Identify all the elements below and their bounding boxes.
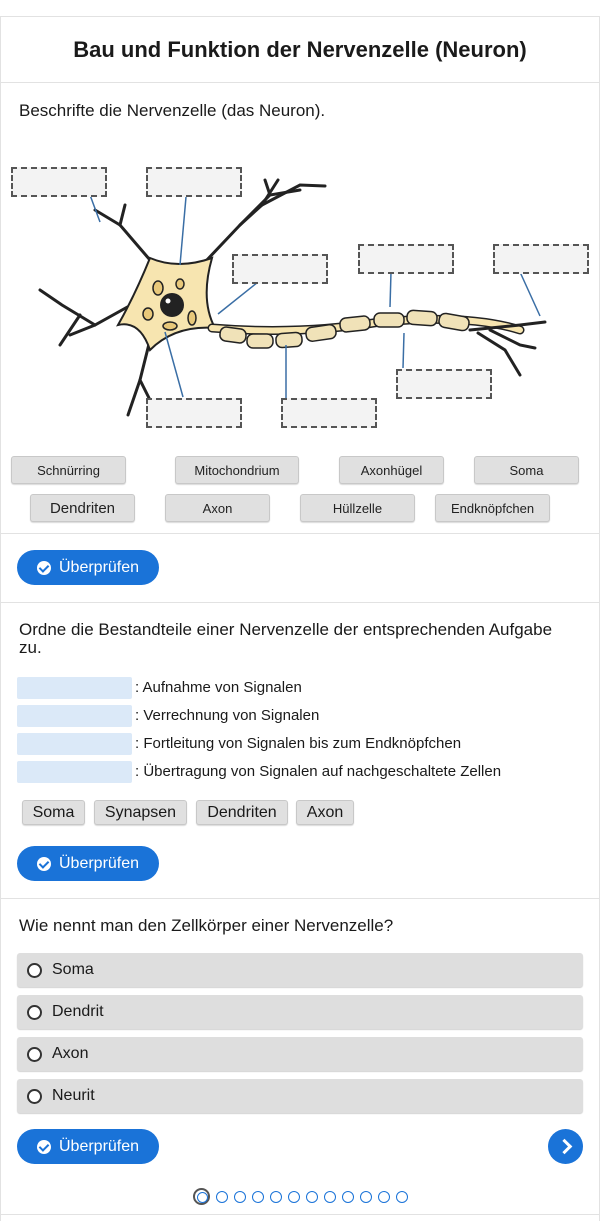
page-dot[interactable] — [234, 1191, 246, 1203]
label-dropzone-6[interactable] — [396, 369, 492, 399]
answer-option-label: Dendrit — [52, 1003, 104, 1020]
assign-row-text: : Aufnahme von Signalen — [135, 679, 302, 696]
check-button-task2[interactable] — [17, 846, 159, 881]
check-circle-icon — [37, 1140, 51, 1154]
label-chip[interactable]: Hüllzelle — [300, 494, 415, 522]
answer-option-label: Axon — [52, 1045, 89, 1062]
label-dropzone-8[interactable] — [281, 398, 377, 428]
page-dot[interactable] — [342, 1191, 354, 1203]
label-chip[interactable]: Endknöpfchen — [435, 494, 550, 522]
next-button[interactable] — [548, 1129, 583, 1164]
divider — [0, 898, 600, 899]
check-button-label: Überprüfen — [59, 1137, 140, 1155]
word-chip[interactable]: Synapsen — [94, 800, 187, 825]
label-dropzone-7[interactable] — [146, 398, 242, 428]
assign-blank-2[interactable] — [17, 705, 132, 727]
pagination-dots — [0, 1188, 600, 1205]
label-dropzone-4[interactable] — [358, 244, 454, 274]
answer-option-dendrit[interactable] — [17, 995, 583, 1029]
page-dot[interactable] — [288, 1191, 300, 1203]
word-chip[interactable]: Axon — [296, 800, 354, 825]
label-dropzone-3[interactable] — [232, 254, 328, 284]
assign-blank-4[interactable] — [17, 761, 132, 783]
divider — [0, 602, 600, 603]
label-chip[interactable]: Mitochondrium — [175, 456, 299, 484]
check-circle-icon — [37, 857, 51, 871]
label-dropzone-5[interactable] — [493, 244, 589, 274]
assign-blank-1[interactable] — [17, 677, 132, 699]
page-dot[interactable] — [252, 1191, 264, 1203]
divider — [0, 533, 600, 534]
word-chip[interactable]: Soma — [22, 800, 85, 825]
check-button-label: Überprüfen — [59, 854, 140, 872]
answer-option-label: Neurit — [52, 1087, 95, 1104]
page-dot[interactable] — [306, 1191, 318, 1203]
answer-option-label: Soma — [52, 961, 94, 978]
radio-empty-icon — [27, 1047, 42, 1062]
label-chip[interactable]: Axonhügel — [339, 456, 444, 484]
radio-empty-icon — [27, 963, 42, 978]
page-dot[interactable] — [324, 1191, 336, 1203]
label-dropzone-2[interactable] — [146, 167, 242, 197]
page-dot[interactable] — [216, 1191, 228, 1203]
task1-instruction: Beschrifte die Nervenzelle (das Neuron). — [19, 101, 326, 120]
label-dropzone-1[interactable] — [11, 167, 107, 197]
page-dot-active[interactable] — [193, 1188, 210, 1205]
answer-option-axon[interactable] — [17, 1037, 583, 1071]
label-chip[interactable]: Soma — [474, 456, 579, 484]
divider — [0, 1214, 600, 1215]
label-chip[interactable]: Schnürring — [11, 456, 126, 484]
task3-question: Wie nennt man den Zellkörper einer Nervenzelle? — [19, 916, 394, 935]
page-dot[interactable] — [270, 1191, 282, 1203]
radio-empty-icon — [27, 1005, 42, 1020]
answer-option-neurit[interactable] — [17, 1079, 583, 1113]
assign-row-text: : Fortleitung von Signalen bis zum Endknöpfchen — [135, 735, 462, 752]
page-dot[interactable] — [396, 1191, 408, 1203]
radio-empty-icon — [27, 1089, 42, 1104]
word-chip[interactable]: Dendriten — [196, 800, 288, 825]
page-title: Bau und Funktion der Nervenzelle (Neuron) — [0, 17, 600, 83]
page-dot[interactable] — [360, 1191, 372, 1203]
task2-instruction: Ordne die Bestandteile einer Nervenzelle der entsprechenden Aufgabe zu. — [19, 620, 553, 657]
label-chip[interactable]: Dendriten — [30, 494, 135, 522]
page-dot[interactable] — [378, 1191, 390, 1203]
assign-row-text: : Verrechnung von Signalen — [135, 707, 320, 724]
label-chip[interactable]: Axon — [165, 494, 270, 522]
check-button-label: Überprüfen — [59, 558, 140, 576]
check-circle-icon — [37, 561, 51, 575]
assign-row-text: : Übertragung von Signalen auf nachgeschaltete Zellen — [135, 763, 502, 780]
check-button-task1[interactable] — [17, 550, 159, 585]
check-button-task3[interactable] — [17, 1129, 159, 1164]
assign-blank-3[interactable] — [17, 733, 132, 755]
answer-option-soma[interactable] — [17, 953, 583, 987]
